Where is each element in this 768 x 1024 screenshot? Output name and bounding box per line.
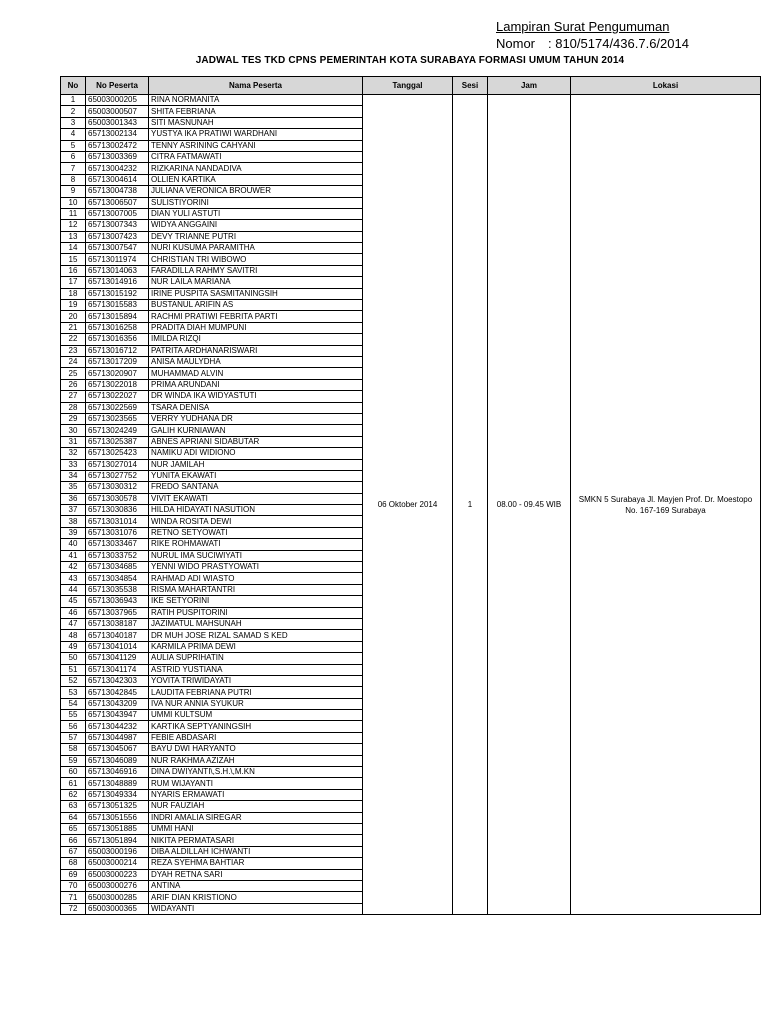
table-header-row — [61, 77, 761, 95]
document-title: JADWAL TES TKD CPNS PEMERINTAH KOTA SURABAYA FORMASI UMUM TAHUN 2014 — [195, 55, 625, 66]
participant-name: DR MUH JOSE RIZAL SAMAD S KED — [149, 630, 363, 641]
participant-id: 65713030312 — [86, 482, 149, 493]
participant-id: 65713016258 — [86, 322, 149, 333]
row-number: 8 — [61, 174, 86, 185]
participant-name: PRIMA ARUNDANI — [149, 379, 363, 390]
participant-name: CHRISTIAN TRI WIBOWO — [149, 254, 363, 265]
participant-id: 65713034685 — [86, 562, 149, 573]
row-number: 9 — [61, 186, 86, 197]
row-number: 65 — [61, 824, 86, 835]
row-number: 67 — [61, 846, 86, 857]
participant-name: VIVIT EKAWATI — [149, 493, 363, 504]
participant-name: FARADILLA RAHMY SAVITRI — [149, 265, 363, 276]
participant-id: 65713023565 — [86, 413, 149, 424]
row-number: 24 — [61, 356, 86, 367]
participant-id: 65713046089 — [86, 755, 149, 766]
participant-id: 65713014063 — [86, 265, 149, 276]
col-header-sesi: Sesi — [453, 77, 488, 95]
row-number: 41 — [61, 550, 86, 561]
participant-id: 65003000507 — [86, 106, 149, 117]
participant-id: 65713035538 — [86, 584, 149, 595]
participant-name: CITRA FATMAWATI — [149, 151, 363, 162]
row-number: 2 — [61, 106, 86, 117]
row-number: 56 — [61, 721, 86, 732]
participant-id: 65713051894 — [86, 835, 149, 846]
participant-id: 65713016356 — [86, 334, 149, 345]
row-number: 37 — [61, 505, 86, 516]
participant-name: IKE SETYORINI — [149, 596, 363, 607]
participant-name: RISMA MAHARTANTRI — [149, 584, 363, 595]
participant-name: ABNES APRIANI SIDABUTAR — [149, 436, 363, 447]
row-number: 4 — [61, 129, 86, 140]
participant-name: KARMILA PRIMA DEWI — [149, 641, 363, 652]
table-row — [61, 95, 761, 106]
row-number: 18 — [61, 288, 86, 299]
participant-name: INDRI AMALIA SIREGAR — [149, 812, 363, 823]
participant-name: OLLIEN KARTIKA — [149, 174, 363, 185]
participant-id: 65713051556 — [86, 812, 149, 823]
participant-name: DR WINDA IKA WIDYASTUTI — [149, 391, 363, 402]
exam-time: 08.00 - 09.45 WIB — [488, 95, 571, 915]
participant-name: TENNY ASRINING CAHYANI — [149, 140, 363, 151]
participant-id: 65713051885 — [86, 824, 149, 835]
participant-id: 65713044232 — [86, 721, 149, 732]
col-header-jam: Jam — [488, 77, 571, 95]
row-number: 22 — [61, 334, 86, 345]
participant-id: 65713044987 — [86, 732, 149, 743]
participant-id: 65713043209 — [86, 698, 149, 709]
participant-name: HILDA HIDAYATI NASUTION — [149, 505, 363, 516]
col-header-lokasi: Lokasi — [571, 77, 761, 95]
participant-id: 65713020907 — [86, 368, 149, 379]
row-number: 12 — [61, 220, 86, 231]
row-number: 69 — [61, 869, 86, 880]
row-number: 43 — [61, 573, 86, 584]
participant-id: 65713031014 — [86, 516, 149, 527]
participant-id: 65713033752 — [86, 550, 149, 561]
participant-id: 65713007343 — [86, 220, 149, 231]
participant-id: 65003001343 — [86, 117, 149, 128]
row-number: 58 — [61, 744, 86, 755]
participant-id: 65713034854 — [86, 573, 149, 584]
participant-name: UMMI HANI — [149, 824, 363, 835]
participant-name: RACHMI PRATIWI FEBRITA PARTI — [149, 311, 363, 322]
participant-id: 65713004614 — [86, 174, 149, 185]
participant-name: IVA NUR ANNIA SYUKUR — [149, 698, 363, 709]
row-number: 47 — [61, 618, 86, 629]
participant-id: 65713041014 — [86, 641, 149, 652]
col-header-no: No — [61, 77, 86, 95]
participant-name: NUR FAUZIAH — [149, 801, 363, 812]
row-number: 3 — [61, 117, 86, 128]
col-header-tanggal: Tanggal — [363, 77, 453, 95]
participant-id: 65713038187 — [86, 618, 149, 629]
row-number: 11 — [61, 208, 86, 219]
participant-name: NIKITA PERMATASARI — [149, 835, 363, 846]
participant-name: YOVITA TRIWIDAYATI — [149, 675, 363, 686]
schedule-table — [60, 76, 761, 915]
participant-name: KARTIKA SEPTYANINGSIH — [149, 721, 363, 732]
row-number: 19 — [61, 300, 86, 311]
participant-name: RINA NORMANITA — [149, 95, 363, 106]
row-number: 23 — [61, 345, 86, 356]
participant-name: MUHAMMAD ALVIN — [149, 368, 363, 379]
participant-name: FEBIE ABDASARI — [149, 732, 363, 743]
row-number: 34 — [61, 470, 86, 481]
nomor-label: Nomor — [496, 36, 536, 51]
participant-name: IMILDA RIZQI — [149, 334, 363, 345]
participant-id: 65713003369 — [86, 151, 149, 162]
row-number: 7 — [61, 163, 86, 174]
row-number: 49 — [61, 641, 86, 652]
participant-name: FREDO SANTANA — [149, 482, 363, 493]
row-number: 48 — [61, 630, 86, 641]
participant-name: ANTINA — [149, 880, 363, 891]
participant-id: 65713004738 — [86, 186, 149, 197]
exam-session: 1 — [453, 95, 488, 915]
letter-number — [496, 36, 689, 52]
participant-id: 65713015894 — [86, 311, 149, 322]
participant-id: 65713041129 — [86, 653, 149, 664]
participant-name: NURUL IMA SUCIWIYATI — [149, 550, 363, 561]
participant-name: NUR RAKHMA AZIZAH — [149, 755, 363, 766]
row-number: 68 — [61, 858, 86, 869]
row-number: 42 — [61, 562, 86, 573]
row-number: 29 — [61, 413, 86, 424]
participant-name: SITI MASNUNAH — [149, 117, 363, 128]
participant-name: PATRITA ARDHANARISWARI — [149, 345, 363, 356]
row-number: 33 — [61, 459, 86, 470]
participant-name: NYARIS ERMAWATI — [149, 789, 363, 800]
participant-id: 65003000196 — [86, 846, 149, 857]
row-number: 17 — [61, 277, 86, 288]
row-number: 52 — [61, 675, 86, 686]
row-number: 59 — [61, 755, 86, 766]
participant-id: 65713045067 — [86, 744, 149, 755]
participant-name: PRADITA DIAH MUMPUNI — [149, 322, 363, 333]
participant-id: 65713022569 — [86, 402, 149, 413]
nomor-value: : 810/5174/436.7.6/2014 — [548, 36, 689, 51]
participant-name: RIZKARINA NANDADIVA — [149, 163, 363, 174]
participant-id: 65713007423 — [86, 231, 149, 242]
participant-name: DEVY TRIANNE PUTRI — [149, 231, 363, 242]
participant-id: 65713036943 — [86, 596, 149, 607]
participant-id: 65713048889 — [86, 778, 149, 789]
participant-id: 65003000276 — [86, 880, 149, 891]
row-number: 16 — [61, 265, 86, 276]
row-number: 61 — [61, 778, 86, 789]
participant-name: BAYU DWI HARYANTO — [149, 744, 363, 755]
row-number: 28 — [61, 402, 86, 413]
row-number: 72 — [61, 903, 86, 914]
participant-name: WIDYA ANGGAINI — [149, 220, 363, 231]
participant-name: DIBA ALDILLAH ICHWANTI — [149, 846, 363, 857]
participant-id: 65713025387 — [86, 436, 149, 447]
row-number: 32 — [61, 448, 86, 459]
participant-name: YUNITA EKAWATI — [149, 470, 363, 481]
participant-name: JULIANA VERONICA BROUWER — [149, 186, 363, 197]
participant-name: YUSTYA IKA PRATIWI WARDHANI — [149, 129, 363, 140]
col-header-nama: Nama Peserta — [149, 77, 363, 95]
participant-name: NUR LAILA MARIANA — [149, 277, 363, 288]
participant-id: 65713022018 — [86, 379, 149, 390]
participant-name: WIDAYANTI — [149, 903, 363, 914]
participant-name: RIKE ROHMAWATI — [149, 539, 363, 550]
participant-id: 65713030578 — [86, 493, 149, 504]
participant-id: 65713051325 — [86, 801, 149, 812]
participant-name: SHITA FEBRIANA — [149, 106, 363, 117]
row-number: 21 — [61, 322, 86, 333]
participant-id: 65713042845 — [86, 687, 149, 698]
participant-id: 65713002134 — [86, 129, 149, 140]
row-number: 35 — [61, 482, 86, 493]
participant-name: LAUDITA FEBRIANA PUTRI — [149, 687, 363, 698]
row-number: 70 — [61, 880, 86, 891]
participant-name: NURI KUSUMA PARAMITHA — [149, 243, 363, 254]
row-number: 57 — [61, 732, 86, 743]
row-number: 62 — [61, 789, 86, 800]
row-number: 51 — [61, 664, 86, 675]
participant-id: 65003000205 — [86, 95, 149, 106]
row-number: 13 — [61, 231, 86, 242]
participant-id: 65713011974 — [86, 254, 149, 265]
participant-id: 65713002472 — [86, 140, 149, 151]
participant-name: REZA SYEHMA BAHTIAR — [149, 858, 363, 869]
participant-id: 65713037965 — [86, 607, 149, 618]
row-number: 15 — [61, 254, 86, 265]
participant-id: 65713022027 — [86, 391, 149, 402]
participant-name: ANISA MAULYDHA — [149, 356, 363, 367]
row-number: 14 — [61, 243, 86, 254]
col-header-no-peserta: No Peserta — [86, 77, 149, 95]
participant-id: 65713006507 — [86, 197, 149, 208]
participant-name: ASTRID YUSTIANA — [149, 664, 363, 675]
row-number: 54 — [61, 698, 86, 709]
participant-name: JAZIMATUL MAHSUNAH — [149, 618, 363, 629]
participant-id: 65003000214 — [86, 858, 149, 869]
row-number: 20 — [61, 311, 86, 322]
row-number: 40 — [61, 539, 86, 550]
participant-id: 65713027752 — [86, 470, 149, 481]
participant-id: 65713031076 — [86, 527, 149, 538]
row-number: 10 — [61, 197, 86, 208]
participant-id: 65713007547 — [86, 243, 149, 254]
participant-id: 65713015192 — [86, 288, 149, 299]
participant-id: 65713033467 — [86, 539, 149, 550]
participant-name: TSARA DENISA — [149, 402, 363, 413]
participant-name: DYAH RETNA SARI — [149, 869, 363, 880]
row-number: 6 — [61, 151, 86, 162]
participant-name: NAMIKU ADI WIDIONO — [149, 448, 363, 459]
participant-id: 65713041174 — [86, 664, 149, 675]
participant-name: ARIF DIAN KRISTIONO — [149, 892, 363, 903]
participant-id: 65713014916 — [86, 277, 149, 288]
participant-name: RATIH PUSPITORINI — [149, 607, 363, 618]
participant-name: DIAN YULI ASTUTI — [149, 208, 363, 219]
exam-date: 06 Oktober 2014 — [363, 95, 453, 915]
row-number: 63 — [61, 801, 86, 812]
participant-id: 65713007005 — [86, 208, 149, 219]
row-number: 71 — [61, 892, 86, 903]
row-number: 36 — [61, 493, 86, 504]
row-number: 64 — [61, 812, 86, 823]
row-number: 5 — [61, 140, 86, 151]
exam-location: SMKN 5 Surabaya Jl. Mayjen Prof. Dr. Moestopo No. 167-169 Surabaya — [571, 95, 761, 915]
participant-name: RUM WIJAYANTI — [149, 778, 363, 789]
row-number: 1 — [61, 95, 86, 106]
table-body — [61, 95, 761, 915]
participant-name: DINA DWIYANTI\,S.H.\,M.KN — [149, 767, 363, 778]
participant-name: SULISTIYORINI — [149, 197, 363, 208]
participant-id: 65713004232 — [86, 163, 149, 174]
participant-name: WINDA ROSITA DEWI — [149, 516, 363, 527]
participant-id: 65713017209 — [86, 356, 149, 367]
row-number: 50 — [61, 653, 86, 664]
row-number: 46 — [61, 607, 86, 618]
participant-id: 65713042303 — [86, 675, 149, 686]
participant-name: AULIA SUPRIHATIN — [149, 653, 363, 664]
row-number: 26 — [61, 379, 86, 390]
participant-id: 65713015583 — [86, 300, 149, 311]
participant-id: 65713043947 — [86, 710, 149, 721]
participant-id: 65003000365 — [86, 903, 149, 914]
row-number: 38 — [61, 516, 86, 527]
participant-name: IRINE PUSPITA SASMITANINGSIH — [149, 288, 363, 299]
participant-id: 65713049334 — [86, 789, 149, 800]
participant-id: 65003000285 — [86, 892, 149, 903]
participant-id: 65713025423 — [86, 448, 149, 459]
row-number: 27 — [61, 391, 86, 402]
participant-name: NUR JAMILAH — [149, 459, 363, 470]
participant-id: 65713040187 — [86, 630, 149, 641]
row-number: 45 — [61, 596, 86, 607]
row-number: 31 — [61, 436, 86, 447]
participant-id: 65713027014 — [86, 459, 149, 470]
row-number: 60 — [61, 767, 86, 778]
participant-name: BUSTANUL ARIFIN AS — [149, 300, 363, 311]
participant-id: 65713024249 — [86, 425, 149, 436]
row-number: 66 — [61, 835, 86, 846]
participant-name: VERRY YUDHANA DR — [149, 413, 363, 424]
participant-id: 65713030836 — [86, 505, 149, 516]
row-number: 39 — [61, 527, 86, 538]
participant-name: UMMI KULTSUM — [149, 710, 363, 721]
row-number: 55 — [61, 710, 86, 721]
row-number: 25 — [61, 368, 86, 379]
row-number: 53 — [61, 687, 86, 698]
participant-name: RETNO SETYOWATI — [149, 527, 363, 538]
participant-name: RAHMAD ADI WIASTO — [149, 573, 363, 584]
participant-id: 65003000223 — [86, 869, 149, 880]
participant-name: GALIH KURNIAWAN — [149, 425, 363, 436]
attachment-title: Lampiran Surat Pengumuman — [496, 19, 670, 34]
row-number: 44 — [61, 584, 86, 595]
participant-name: YENNI WIDO PRASTYOWATI — [149, 562, 363, 573]
participant-id: 65713016712 — [86, 345, 149, 356]
participant-id: 65713046916 — [86, 767, 149, 778]
row-number: 30 — [61, 425, 86, 436]
